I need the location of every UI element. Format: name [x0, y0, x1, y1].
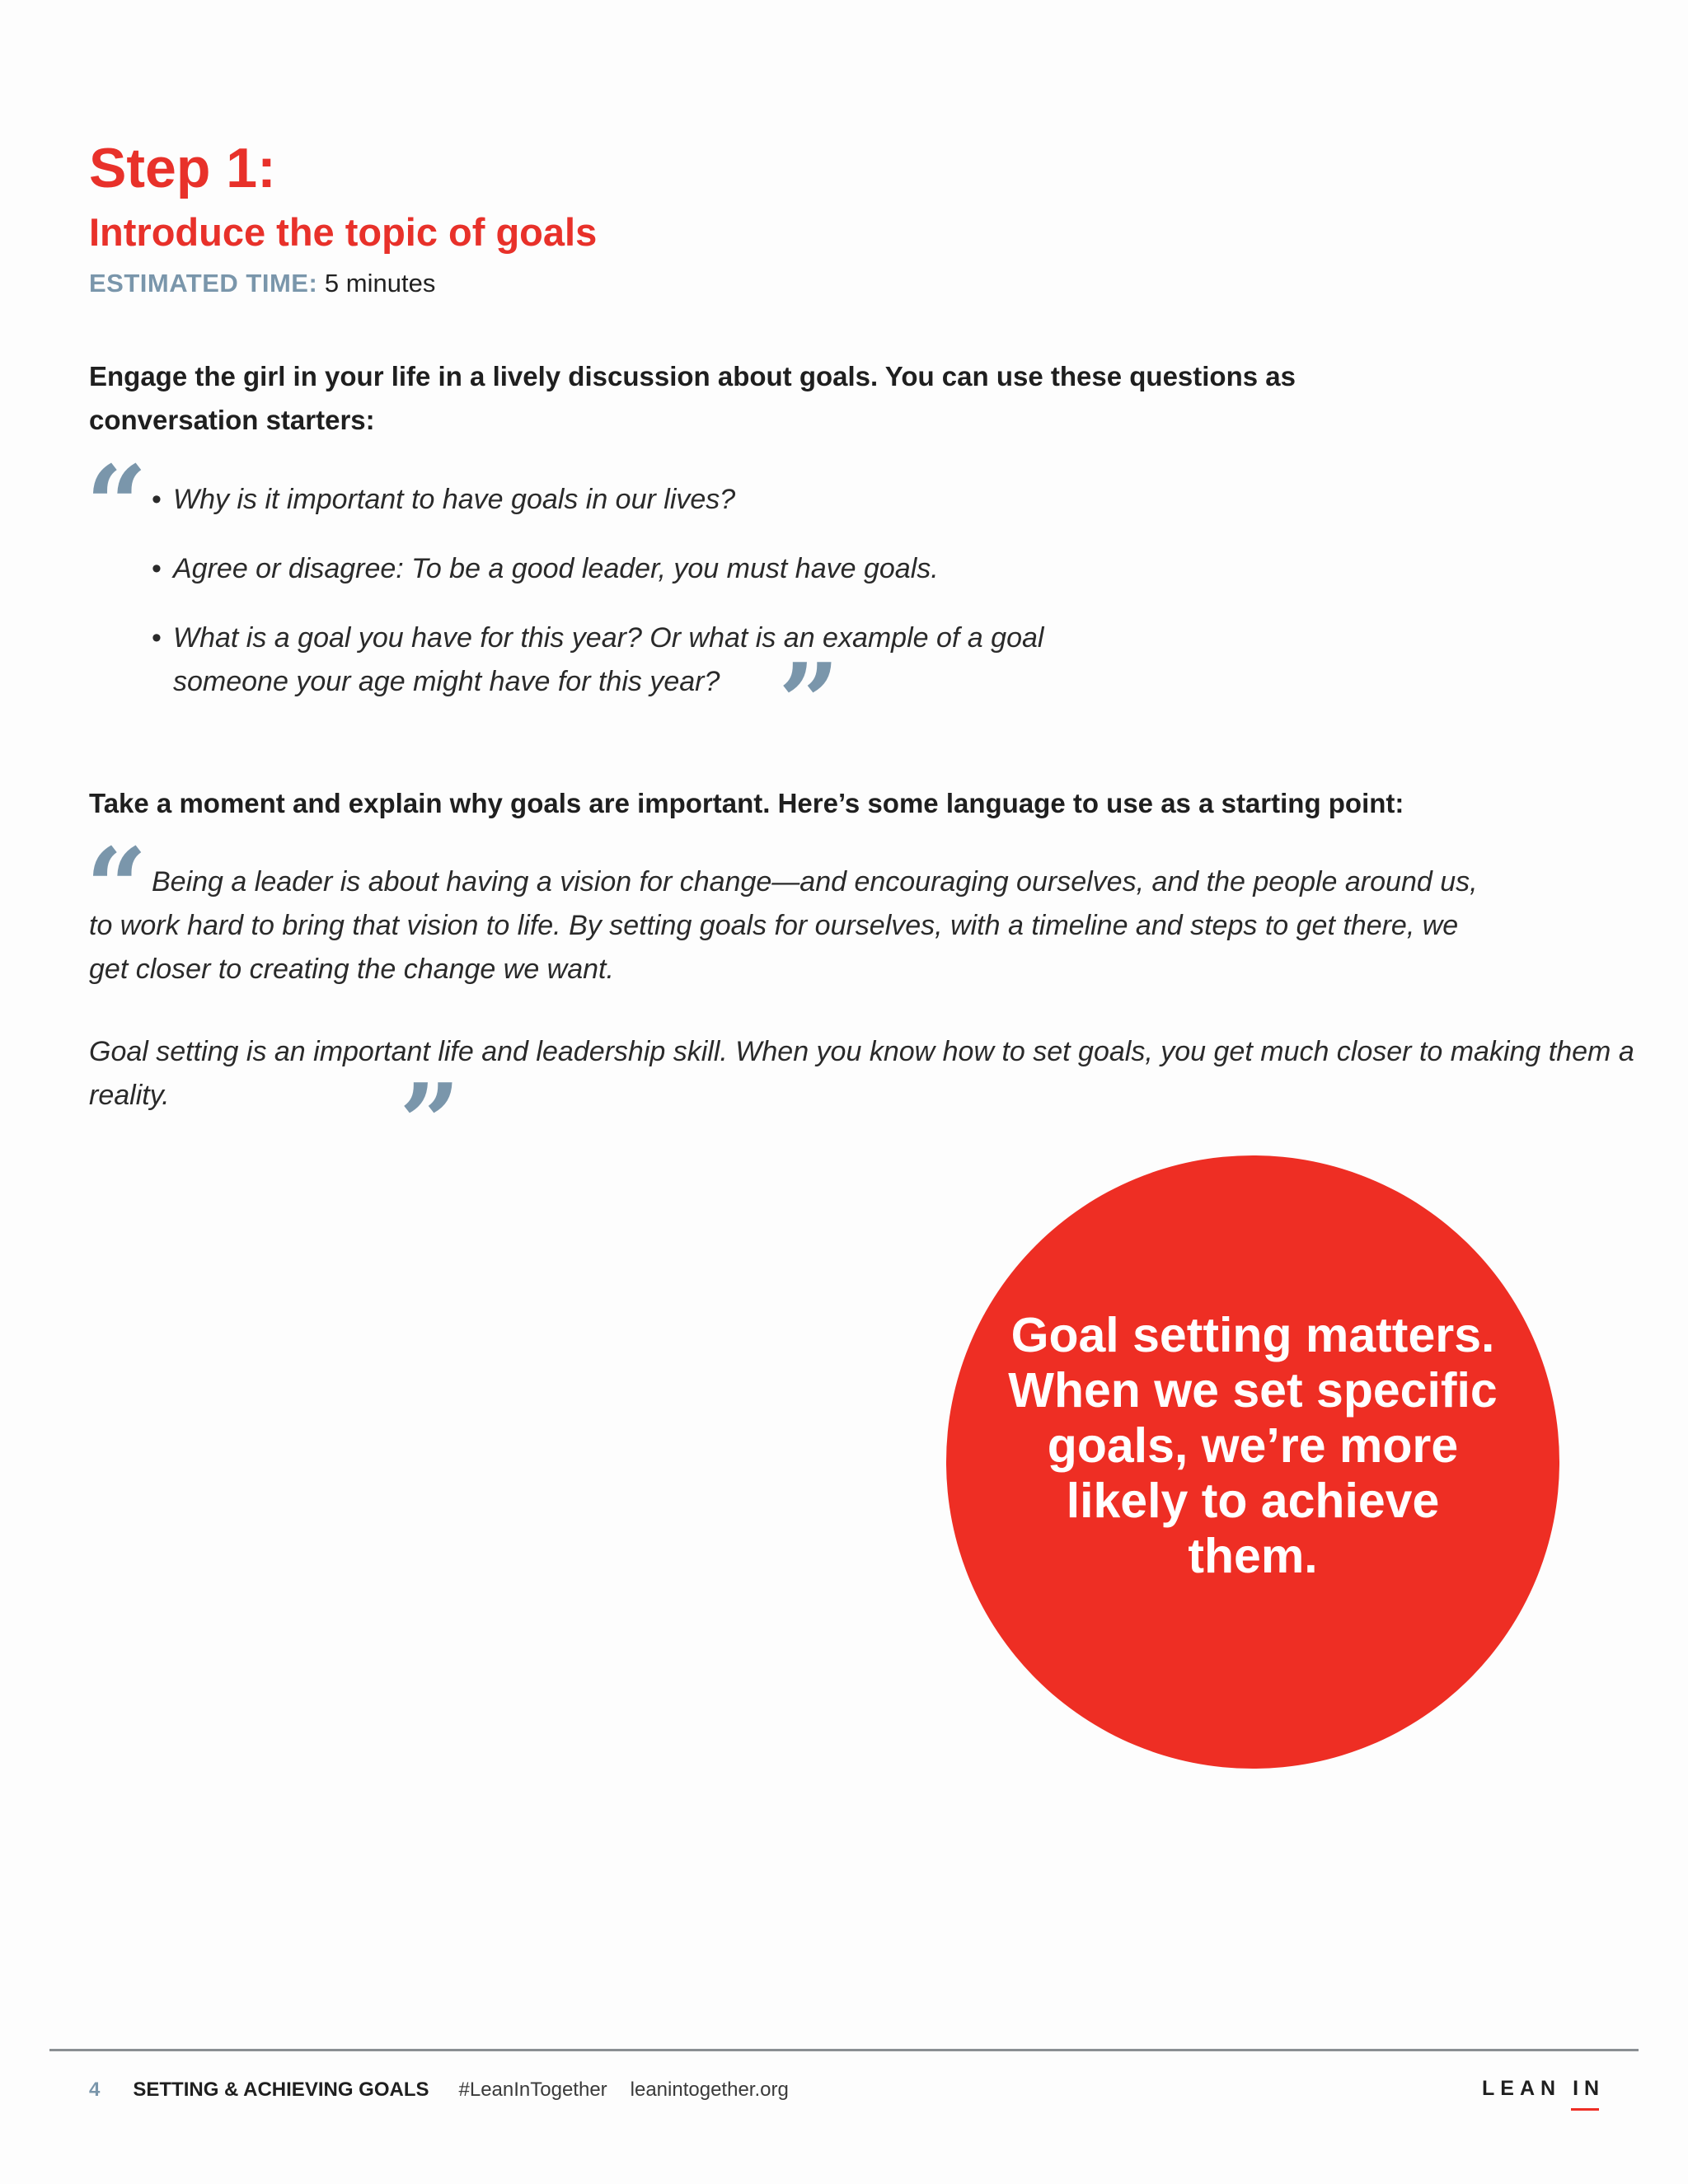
bullet-icon: •: [152, 484, 162, 515]
question-text: Why is it important to have goals in our lives?: [173, 484, 736, 515]
close-quote-icon: ”: [778, 640, 840, 766]
estimated-time-label: ESTIMATED TIME:: [89, 269, 318, 298]
intro-paragraph: Engage the girl in your life in a lively discussion about goals. You can use these questions as conversation starters:: [89, 361, 1296, 435]
logo-word-lean: LEAN: [1482, 2077, 1562, 2100]
quote-paragraph: Being a leader is about having a vision for change—and encouraging ourselves, and the people around us, to work hard to bring that vision to life. By setting goals for ourselves, with a timeline and steps to get there, we get closer to creating the change we want.: [89, 866, 1478, 985]
hashtag: #LeanInTogether: [458, 2079, 607, 2101]
open-quote-icon: “: [86, 442, 148, 568]
logo-word-in: IN: [1573, 2077, 1606, 2100]
lean-in-logo: [1482, 2079, 1605, 2099]
footer-divider: [49, 2049, 1639, 2051]
list-item: [152, 616, 1129, 704]
step-title: Step 1:: [89, 137, 276, 199]
document-title: SETTING & ACHIEVING GOALS: [133, 2079, 429, 2101]
quote-paragraph: Goal setting is an important life and leadership skill. When you know how to set goals, you get much closer to making them a reality.: [89, 1036, 1634, 1111]
footer: [89, 2080, 789, 2100]
estimated-time-value: 5 minutes: [324, 269, 436, 298]
explain-paragraph: Take a moment and explain why goals are important. Here’s some language to use as a starting point:: [89, 788, 1404, 818]
logo-underline: [1571, 2108, 1599, 2111]
bullet-icon: •: [152, 622, 162, 654]
bullet-icon: •: [152, 553, 162, 584]
step-subtitle: Introduce the topic of goals: [89, 210, 598, 254]
question-list: [152, 478, 1141, 729]
page-number: 4: [89, 2079, 101, 2101]
question-text: What is a goal you have for this year? Or what is an example of a goal someone your age might have for this year?: [173, 622, 1044, 697]
question-text: Agree or disagree: To be a good leader, you must have goals.: [173, 553, 939, 584]
estimated-time: [89, 270, 435, 296]
list-item: [152, 547, 1141, 591]
callout-circle: [946, 1155, 1559, 1769]
list-item: [152, 478, 1141, 522]
close-quote-icon: ”: [399, 1060, 461, 1186]
callout-text: Goal setting matters. When we set specific goals, we’re more likely to achieve them.: [1008, 1307, 1498, 1583]
open-quote-icon: “: [86, 824, 148, 950]
website-url: leanintogether.org: [630, 2079, 789, 2101]
